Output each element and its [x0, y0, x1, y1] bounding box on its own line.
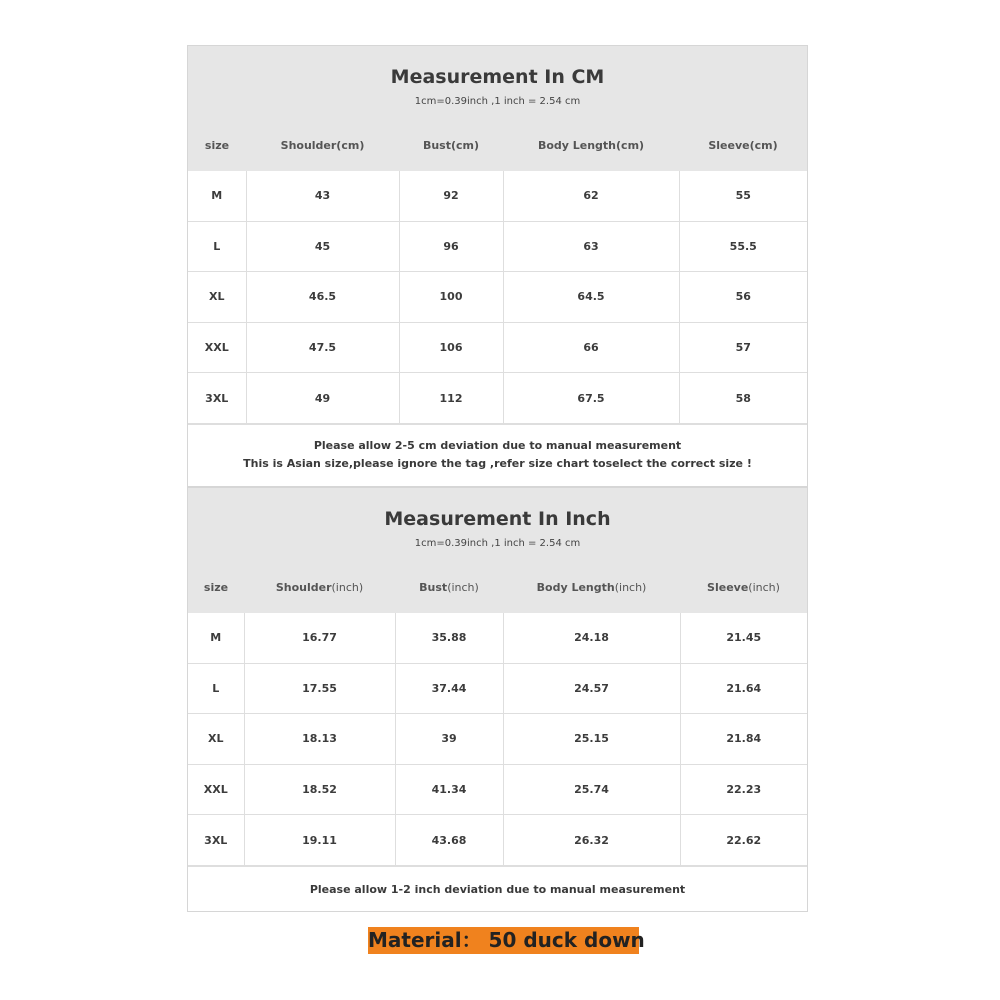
- column-header-unit: (inch): [331, 581, 364, 594]
- column-header-sleeve: Sleeve(cm): [708, 139, 778, 152]
- table-cell: 21.45: [680, 613, 807, 663]
- table-cell: 25.15: [503, 714, 680, 765]
- table-cell: XXL: [188, 322, 246, 373]
- table-cell: 41.34: [395, 764, 503, 815]
- deviation-note-inch: Please allow 1-2 inch deviation due to manual measurement: [188, 866, 807, 911]
- table-cell: 39: [395, 714, 503, 765]
- chart-title: Measurement In CM: [390, 66, 605, 88]
- table-cell: 17.55: [244, 663, 395, 714]
- size-table-inch: [188, 613, 807, 866]
- column-header-sleeve: [680, 581, 807, 594]
- table-cell: 43: [246, 171, 399, 221]
- table-cell: 37.44: [395, 663, 503, 714]
- table-cell: 46.5: [246, 272, 399, 323]
- table-cell: XL: [188, 272, 246, 323]
- column-header-shoulder: Shoulder(cm): [280, 139, 365, 152]
- table-cell: 26.32: [503, 815, 680, 866]
- table-row: [188, 613, 807, 663]
- column-header-bust: [395, 581, 503, 594]
- column-header-size: size: [204, 139, 230, 152]
- table-row: [188, 272, 807, 323]
- table-cell: 106: [399, 322, 503, 373]
- table-cell: 96: [399, 221, 503, 272]
- table-cell: 43.68: [395, 815, 503, 866]
- column-header-unit: (inch): [748, 581, 780, 594]
- size-chart-inch: [187, 487, 808, 912]
- table-row: [188, 171, 807, 221]
- table-cell: 21.84: [680, 714, 807, 765]
- table-cell: 3XL: [188, 815, 244, 866]
- table-row: [188, 373, 807, 424]
- table-cell: M: [188, 171, 246, 221]
- table-cell: L: [188, 221, 246, 272]
- table-cell: 62: [503, 171, 679, 221]
- table-row: [188, 663, 807, 714]
- table-cell: 92: [399, 171, 503, 221]
- column-header-name: Sleeve: [707, 581, 749, 594]
- table-cell: XXL: [188, 764, 244, 815]
- table-cell: 22.62: [680, 815, 807, 866]
- column-header-name: Shoulder: [275, 581, 332, 594]
- table-cell: 56: [679, 272, 807, 323]
- table-row: [188, 221, 807, 272]
- chart-subtitle: 1cm=0.39inch ,1 inch = 2.54 cm: [414, 96, 581, 107]
- table-cell: 49: [246, 373, 399, 424]
- column-header-body-length: [503, 581, 680, 594]
- column-header-name: Bust: [419, 581, 448, 594]
- column-header-unit: (inch): [447, 581, 479, 594]
- chart-subtitle: 1cm=0.39inch ,1 inch = 2.54 cm: [414, 538, 581, 549]
- table-row: [188, 764, 807, 815]
- table-cell: 55: [679, 171, 807, 221]
- table-cell: 35.88: [395, 613, 503, 663]
- table-cell: XL: [188, 714, 244, 765]
- table-cell: 57: [679, 322, 807, 373]
- table-cell: 66: [503, 322, 679, 373]
- table-cell: 24.18: [503, 613, 680, 663]
- table-row: [188, 322, 807, 373]
- table-cell: 3XL: [188, 373, 246, 424]
- chart-title: Measurement In Inch: [384, 508, 611, 530]
- size-chart-cm: [187, 45, 808, 487]
- table-cell: 67.5: [503, 373, 679, 424]
- table-cell: 18.13: [244, 714, 395, 765]
- table-row: [188, 815, 807, 866]
- column-header-bust: Bust(cm): [422, 139, 480, 152]
- table-cell: 100: [399, 272, 503, 323]
- table-cell: 25.74: [503, 764, 680, 815]
- column-header-body-length: Body Length(cm): [537, 139, 645, 152]
- table-cell: M: [188, 613, 244, 663]
- table-cell: 21.64: [680, 663, 807, 714]
- column-header-row: [188, 139, 807, 171]
- table-cell: 24.57: [503, 663, 680, 714]
- table-cell: 55.5: [679, 221, 807, 272]
- table-cell: 19.11: [244, 815, 395, 866]
- column-header-row: [188, 581, 807, 613]
- chart-header-cm: [188, 46, 807, 171]
- table-cell: 16.77: [244, 613, 395, 663]
- table-cell: 63: [503, 221, 679, 272]
- deviation-note-cm: [188, 424, 807, 486]
- note-line: Please allow 2-5 cm deviation due to manual measurement: [313, 438, 682, 452]
- table-cell: 64.5: [503, 272, 679, 323]
- column-header-name: size: [203, 581, 229, 594]
- size-table-cm: [188, 171, 807, 424]
- table-cell: 47.5: [246, 322, 399, 373]
- column-header-shoulder: [244, 581, 395, 594]
- material-label: Material： 50 duck down: [368, 928, 645, 952]
- table-cell: 22.23: [680, 764, 807, 815]
- note-line: This is Asian size,please ignore the tag ,refer size chart toselect the correct size !: [243, 456, 752, 470]
- table-cell: 58: [679, 373, 807, 424]
- column-header-size: [188, 581, 244, 594]
- chart-header-inch: [188, 488, 807, 613]
- column-header-name: Body Length: [536, 581, 615, 594]
- table-cell: 18.52: [244, 764, 395, 815]
- table-cell: 45: [246, 221, 399, 272]
- column-header-unit: (inch): [614, 581, 647, 594]
- table-row: [188, 714, 807, 765]
- table-cell: L: [188, 663, 244, 714]
- table-cell: 112: [399, 373, 503, 424]
